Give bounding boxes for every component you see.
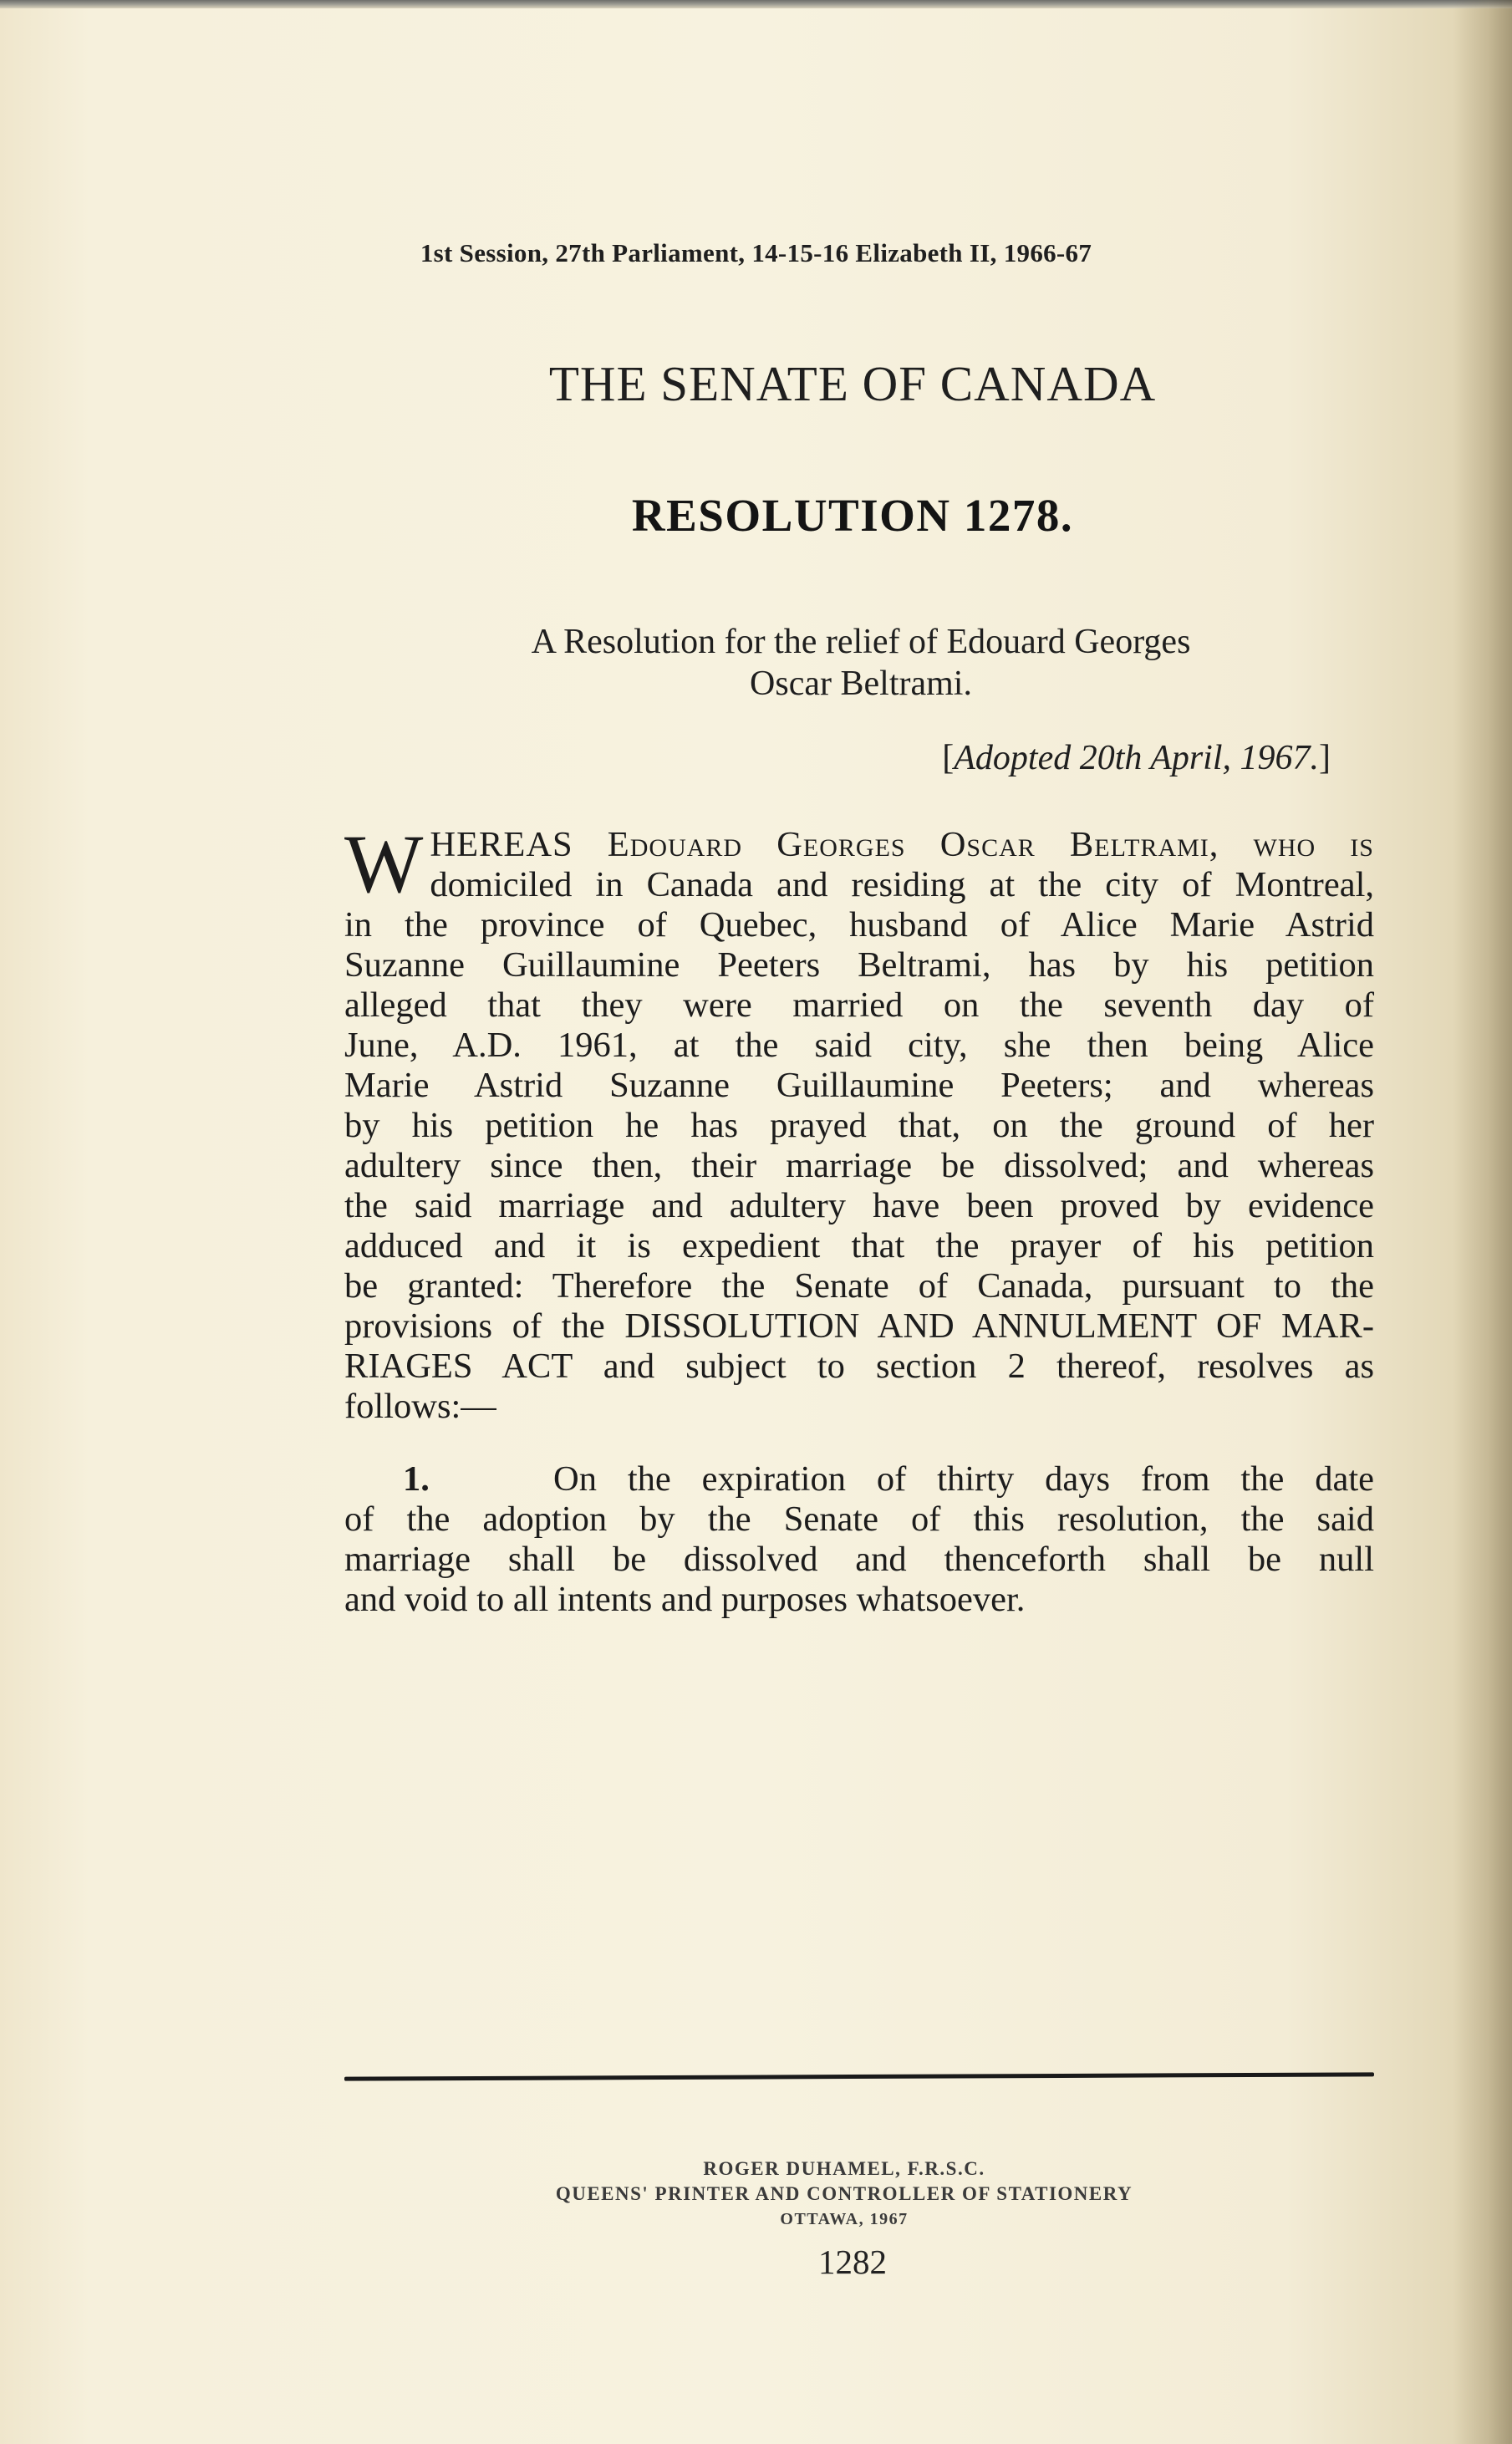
clause-line: 1. On the expiration of thirty days from the date [344,1459,1374,1499]
preamble-line: provisions of the DISSOLUTION AND ANNULMENT OF MAR- [344,1306,1374,1346]
preamble-line: follows:— [344,1387,496,1426]
session-line: 1st Session, 27th Parliament, 14-15-16 Elizabeth II, 1966-67 [420,238,1092,267]
subtitle-line-1: A Resolution for the relief of Edouard Georges [531,623,1191,661]
preamble-line: in the province of Quebec, husband of Alice Marie Astrid [344,905,1374,945]
adopted-close-bracket: ] [1319,739,1331,777]
clause-1 [344,1459,1374,1620]
footer-rule [344,2072,1374,2080]
preamble-paragraph [344,817,1374,1427]
preamble-line: HEREAS Edouard Georges Oscar Beltrami, who is [430,825,1374,864]
page-number: 1282 [818,2243,887,2281]
drop-cap: W [344,817,424,910]
top-edge [0,0,1512,8]
adopted-text: Adopted 20th April, 1967. [954,739,1319,777]
preamble-line: the said marriage and adultery have been proved by evidence [344,1186,1374,1225]
preamble-line: adduced and it is expedient that the prayer of his petition [344,1226,1374,1265]
printer-title: QUEENS' PRINTER AND CONTROLLER OF STATIONERY [555,2183,1133,2204]
clause-line: marriage shall be dissolved and thenceforth shall be null [344,1540,1374,1579]
preamble-line: June, A.D. 1961, at the said city, she then being Alice [344,1026,1374,1065]
preamble-line: adultery since then, their marriage be dissolved; and whereas [344,1146,1374,1185]
resolution-title: RESOLUTION 1278. [631,490,1074,541]
preamble-line: RIAGES ACT and subject to section 2 thereof, resolves as [344,1347,1374,1386]
printer-name: ROGER DUHAMEL, F.R.S.C. [703,2158,985,2179]
printer-place: OTTAWA, 1967 [780,2210,909,2228]
subtitle-line-2: Oscar Beltrami. [750,664,972,703]
preamble-line: Marie Astrid Suzanne Guillaumine Peeters; and whereas [344,1066,1374,1105]
preamble-line: by his petition he has prayed that, on the ground of her [344,1106,1374,1145]
institution-title: THE SENATE OF CANADA [548,356,1157,411]
clause-line: of the adoption by the Senate of this resolution, the said [344,1499,1374,1539]
printer-imprint [0,2156,1512,2232]
preamble-line: Suzanne Guillaumine Peeters Beltrami, has by his petition [344,945,1374,985]
resolution-subtitle [401,621,1321,705]
adopted-open-bracket: [ [942,739,955,777]
adoption-date [0,738,1331,778]
preamble-line: alleged that they were married on the seventh day of [344,985,1374,1025]
preamble-line: domiciled in Canada and residing at the city of Montreal, [430,865,1374,904]
preamble-line: be granted: Therefore the Senate of Canada, pursuant to the [344,1266,1374,1306]
clause-number: 1. [403,1459,430,1499]
clause-line: and void to all intents and purposes whatsoever. [344,1580,1026,1619]
